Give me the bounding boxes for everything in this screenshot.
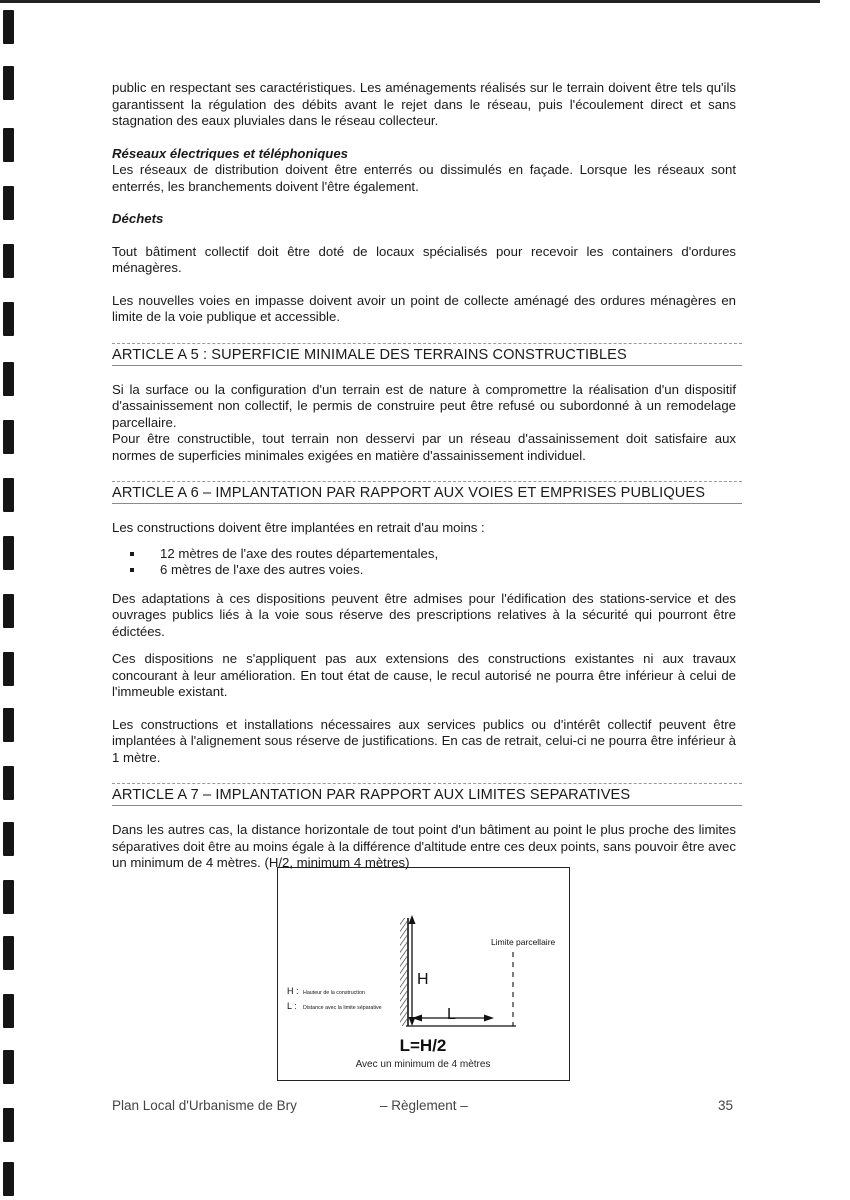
dechets-paragraph-1: Tout bâtiment collectif doit être doté de locaux spécialisés pour recevoir les containers d'ordures ménagères. [112,243,736,275]
article6-paragraph-1: Des adaptations à ces dispositions peuvent être admises pour l'édification des stations-service et des ouvrages publics liés à la voie sous réserve des prescriptions relatives à la sécurité qui pourront être édictées. [112,590,736,639]
article6-paragraph-3: Les constructions et installations nécessaires aux services publics ou d'intérêt collectif peuvent être implantées à l'alignement sous réserve de justifications. En cas de retrait, celui-ci ne pourra être inférieur à 1 mètre. [112,716,736,765]
dechets-heading: Déchets [112,211,164,226]
article6-heading: ARTICLE A 6 – IMPLANTATION PAR RAPPORT AUX VOIES ET EMPRISES PUBLIQUES [112,481,742,504]
article5-paragraph-1: Si la surface ou la configuration d'un terrain est de nature à compromettre la réalisation d'un dispositif d'assainissement non collectif, le permis de construire peut être refusé ou subordonné à un remodelage parcellaire. [112,381,736,430]
dechets-paragraph-2: Les nouvelles voies en impasse doivent avoir un point de collecte aménagé des ordures ménagères en limite de la voie publique et accessible. [112,292,736,324]
l-letter: L [447,1006,456,1023]
article6-intro: Les constructions doivent être implantées en retrait d'au moins : [112,520,485,535]
top-border-line [0,0,820,3]
legend-h-text: Hauteur de la construction [303,990,365,996]
article5-heading: ARTICLE A 5 : SUPERFICIE MINIMALE DES TERRAINS CONSTRUCTIBLES [112,343,742,366]
list-item: 6 mètres de l'axe des autres voies. [128,562,736,579]
setback-diagram-svg [278,868,569,1080]
footer-section-name: – Règlement – [380,1098,468,1113]
wall-hatching [400,918,407,1026]
article6-paragraph-2: Ces dispositions ne s'appliquent pas aux extensions des constructions existantes ni aux travaux concourant à leur amélioration. En tout état de cause, le recul autorisé ne pourra être inférieur à celui de l'immeuble existant. [112,651,736,699]
binding-holes-strip [0,0,24,1200]
intro-paragraph: public en respectant ses caractéristiques. Les aménagements réalisés sur le terrain doivent être tels qu'ils garantissent la régulation des débits avant le rejet dans le réseau, puis l'écoulement direct et sans stagnation des eaux pluviales dans le réseau collecteur. [112,80,736,128]
list-item: 12 mètres de l'axe des routes départementales, [128,546,736,563]
setback-diagram [277,867,570,1081]
legend-h-key: H : [287,986,299,996]
diagram-caption: Avec un minimum de 4 mètres [355,1059,491,1070]
parcel-limit-label: Limite parcellaire [491,937,556,947]
reseaux-heading: Réseaux électriques et téléphoniques [112,145,348,161]
article6-bullet-list [128,546,736,579]
document-body [112,80,736,872]
h-letter: H [417,971,429,988]
legend-l-key: L : [287,1001,297,1011]
article5-paragraph-2: Pour être constructible, tout terrain non desservi par un réseau d'assainissement doit satisfaire aux normes de superficies minimales exigées en matière d'assainissement individuel. [112,431,736,463]
footer-page-number: 35 [718,1098,734,1113]
article7-heading: ARTICLE A 7 – IMPLANTATION PAR RAPPORT AUX LIMITES SEPARATIVES [112,783,742,806]
reseaux-paragraph: Les réseaux de distribution doivent être enterrés ou dissimulés en façade. Lorsque les réseaux sont enterrés, les branchements doivent l'être également. [112,162,736,194]
formula-label: L=H/2 [399,1036,447,1055]
article7-paragraph-1: Dans les autres cas, la distance horizontale de tout point d'un bâtiment au point le plus proche des limites séparatives doit être au moins égale à la différence d'altitude entre ces deux points, sans pouvoir être avec un minimum de 4 mètres. (H/2, minimum 4 mètres) [112,822,736,870]
legend-l-text: Distance avec la limite séparative [303,1005,382,1011]
footer-document-title: Plan Local d'Urbanisme de Bry [112,1098,297,1113]
